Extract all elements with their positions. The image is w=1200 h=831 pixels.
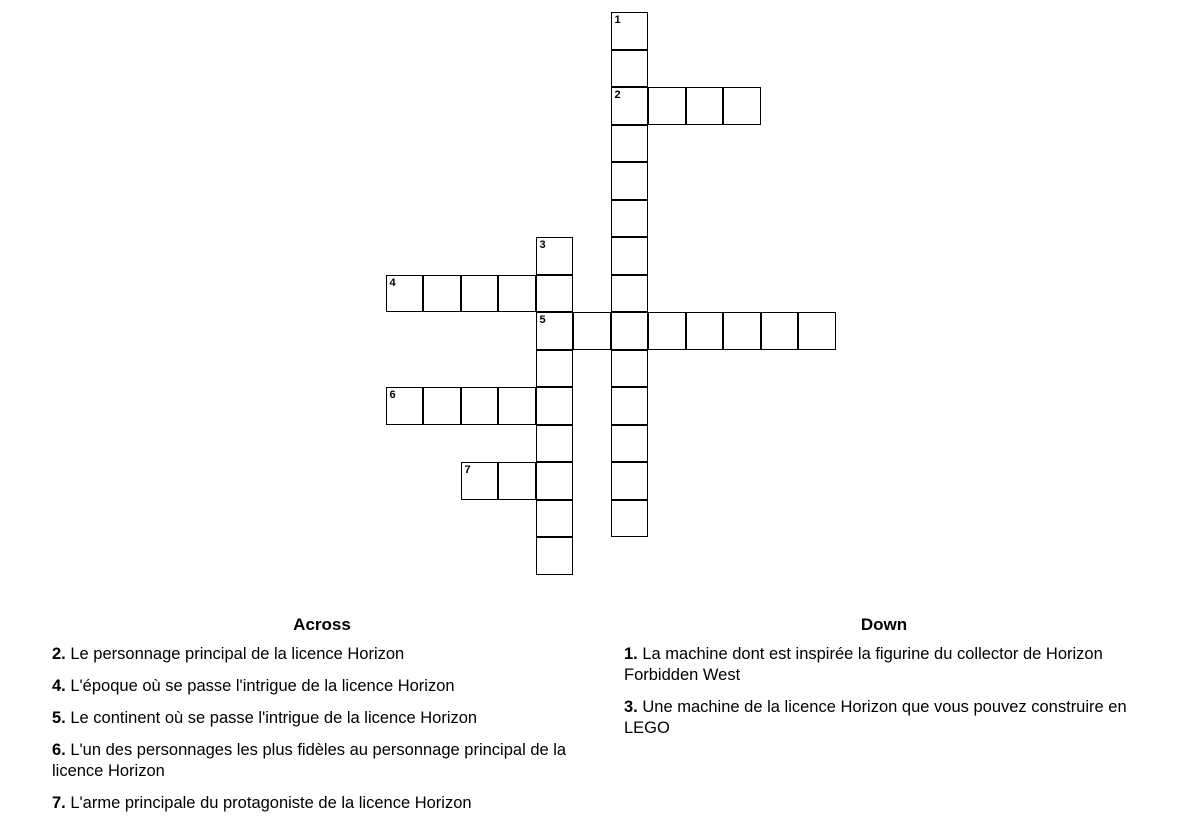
- clue-number: 5.: [52, 709, 66, 727]
- grid-cell[interactable]: [536, 350, 574, 388]
- grid-cell[interactable]: [686, 312, 724, 350]
- across-clue: [52, 793, 592, 814]
- clue-text: Le continent où se passe l'intrigue de la licence Horizon: [70, 709, 478, 727]
- grid-cell[interactable]: [611, 12, 649, 50]
- down-clue: [624, 644, 1144, 686]
- clue-text: L'époque où se passe l'intrigue de la licence Horizon: [70, 677, 455, 695]
- grid-cell[interactable]: [386, 387, 424, 425]
- clue-number-label: 7: [464, 464, 471, 476]
- across-clue: [52, 708, 592, 729]
- clue-text: Une machine de la licence Horizon que vous pouvez construire en LEGO: [624, 698, 1127, 737]
- grid-cell[interactable]: [686, 87, 724, 125]
- grid-cell[interactable]: [611, 87, 649, 125]
- grid-cell[interactable]: [611, 237, 649, 275]
- grid-cell[interactable]: [611, 275, 649, 313]
- grid-cell[interactable]: [461, 462, 499, 500]
- grid-cell[interactable]: [723, 87, 761, 125]
- grid-cell[interactable]: [461, 387, 499, 425]
- grid-cell[interactable]: [498, 275, 536, 313]
- clue-number-label: 3: [539, 239, 546, 251]
- across-clue: [52, 644, 592, 665]
- grid-cell[interactable]: [461, 275, 499, 313]
- clue-text: La machine dont est inspirée la figurine du collector de Horizon Forbidden West: [624, 645, 1103, 684]
- down-clue: [624, 697, 1144, 739]
- clue-number: 1.: [624, 645, 638, 663]
- grid-cell[interactable]: [611, 462, 649, 500]
- grid-cell[interactable]: [536, 537, 574, 575]
- clue-number: 6.: [52, 741, 66, 759]
- clue-number: 3.: [624, 698, 638, 716]
- across-heading: Across: [293, 615, 351, 634]
- grid-cell[interactable]: [648, 87, 686, 125]
- grid-cell[interactable]: [423, 275, 461, 313]
- grid-cell[interactable]: [498, 462, 536, 500]
- grid-cell[interactable]: [536, 425, 574, 463]
- grid-cell[interactable]: [611, 162, 649, 200]
- grid-cell[interactable]: [536, 237, 574, 275]
- grid-cell[interactable]: [648, 312, 686, 350]
- grid-cell[interactable]: [536, 387, 574, 425]
- clue-number-label: 5: [539, 314, 546, 326]
- clue-number: 4.: [52, 677, 66, 695]
- grid-cell[interactable]: [611, 50, 649, 88]
- clue-number-label: 2: [614, 89, 621, 101]
- grid-cell[interactable]: [611, 500, 649, 538]
- clue-text: Le personnage principal de la licence Horizon: [70, 645, 405, 663]
- clue-text: L'un des personnages les plus fidèles au personnage principal de la licence Horizon: [52, 741, 567, 780]
- across-clue: [52, 676, 592, 697]
- grid-cell[interactable]: [536, 312, 574, 350]
- down-clues: [624, 614, 1144, 750]
- grid-cell[interactable]: [723, 312, 761, 350]
- grid-cell[interactable]: [761, 312, 799, 350]
- grid-cell[interactable]: [798, 312, 836, 350]
- grid-cell[interactable]: [611, 125, 649, 163]
- grid-cell[interactable]: [611, 312, 649, 350]
- grid-cell[interactable]: [573, 312, 611, 350]
- grid-cell[interactable]: [611, 350, 649, 388]
- clue-number-label: 6: [389, 389, 396, 401]
- grid-cell[interactable]: [611, 200, 649, 238]
- grid-cell[interactable]: [536, 462, 574, 500]
- grid-cell[interactable]: [611, 387, 649, 425]
- down-heading: Down: [860, 615, 908, 634]
- grid-cell[interactable]: [498, 387, 536, 425]
- across-clue: [52, 740, 592, 782]
- clue-number: 2.: [52, 645, 66, 663]
- grid-cell[interactable]: [386, 275, 424, 313]
- clue-number: 7.: [52, 794, 66, 812]
- grid-cell[interactable]: [611, 425, 649, 463]
- clue-text: L'arme principale du protagoniste de la licence Horizon: [70, 794, 472, 812]
- across-clues: [52, 614, 592, 825]
- grid-cell[interactable]: [423, 387, 461, 425]
- clue-number-label: 1: [614, 14, 621, 26]
- grid-cell[interactable]: [536, 500, 574, 538]
- clue-number-label: 4: [389, 276, 396, 289]
- grid-cell[interactable]: [536, 275, 574, 313]
